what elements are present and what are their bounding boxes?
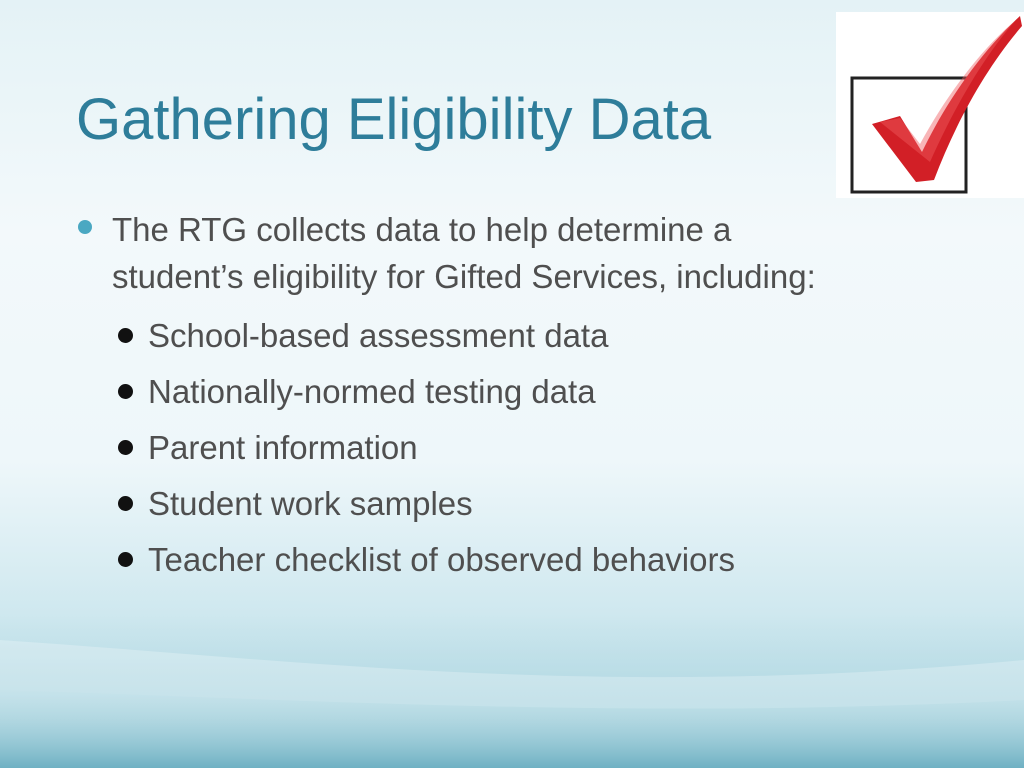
main-bullet-text: The RTG collects data to help determine a student’s eligibility for Gifted Services, including: xyxy=(112,211,816,295)
sub-bullet-list xyxy=(76,308,976,588)
bullet-dot-icon xyxy=(118,384,133,399)
sub-bullet-text: Student work samples xyxy=(148,485,473,522)
bullet-dot-icon xyxy=(118,328,133,343)
checkmark-in-box-icon xyxy=(836,12,1024,198)
bullet-dot-icon xyxy=(118,496,133,511)
main-bullet-item xyxy=(76,206,872,300)
list-item xyxy=(112,420,976,476)
slide-content xyxy=(76,206,976,588)
list-item xyxy=(112,476,976,532)
slide-title: Gathering Eligibility Data xyxy=(76,87,712,152)
bullet-dot-icon xyxy=(118,552,133,567)
sub-bullet-text: Teacher checklist of observed behaviors xyxy=(148,541,735,578)
bullet-dot-icon xyxy=(78,220,92,234)
sub-bullet-text: Parent information xyxy=(148,429,418,466)
sub-bullet-text: Nationally-normed testing data xyxy=(148,373,596,410)
bullet-dot-icon xyxy=(118,440,133,455)
list-item xyxy=(112,364,976,420)
list-item xyxy=(112,532,976,588)
list-item xyxy=(112,308,976,364)
sub-bullet-text: School-based assessment data xyxy=(148,317,609,354)
